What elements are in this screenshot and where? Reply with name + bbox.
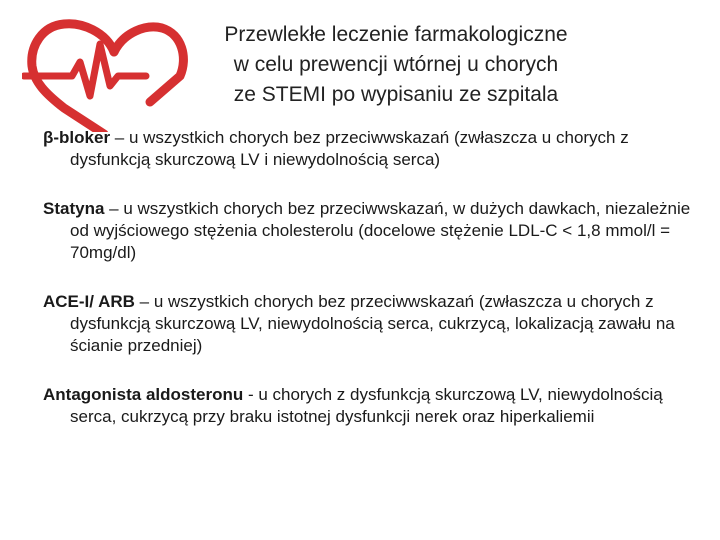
bullet-term: Statyna: [43, 199, 105, 218]
title-line-3: ze STEMI po wypisaniu ze szpitala: [233, 83, 559, 106]
bullet-term: β-bloker: [43, 128, 111, 147]
bullet-term: Antagonista aldosteronu: [43, 385, 244, 404]
bullet-term: ACE-I/ ARB: [43, 292, 135, 311]
slide-title: [190, 20, 602, 110]
heart-ecg-icon: [22, 14, 194, 132]
heart-ecg-logo: [22, 14, 194, 132]
bullet-ace-arb: [43, 291, 693, 357]
bullet-text: – u wszystkich chorych bez przeciwwskazań (zwłaszcza u chorych z dysfunkcją skurczową LV i niewydolnością serca): [70, 128, 629, 169]
bullet-beta-blocker: [43, 127, 693, 171]
bullet-statin: [43, 198, 693, 264]
title-line-1: Przewlekłe leczenie farmakologiczne: [224, 23, 568, 46]
bullet-aldosterone-antagonist: [43, 384, 693, 428]
title-line-2: w celu prewencji wtórnej u chorych: [233, 53, 559, 76]
bullet-text: – u wszystkich chorych bez przeciwwskazań (zwłaszcza u chorych z dysfunkcją skurczową LV, niewydolnością serca, cukrzycą, lokalizacją zawału na ścianie przedniej): [70, 292, 675, 355]
bullet-list: [43, 127, 693, 455]
bullet-text: – u wszystkich chorych bez przeciwwskazań, w dużych dawkach, niezależnie od wyjściowego stężenia cholesterolu (docelowe stężenie LDL-C < 1,8 mmol/l = 70mg/dl): [70, 199, 691, 262]
bullet-text: - u chorych z dysfunkcją skurczową LV, niewydolnością serca, cukrzycą przy braku istotnej dysfunkcji nerek oraz hiperkaliemii: [70, 385, 663, 426]
